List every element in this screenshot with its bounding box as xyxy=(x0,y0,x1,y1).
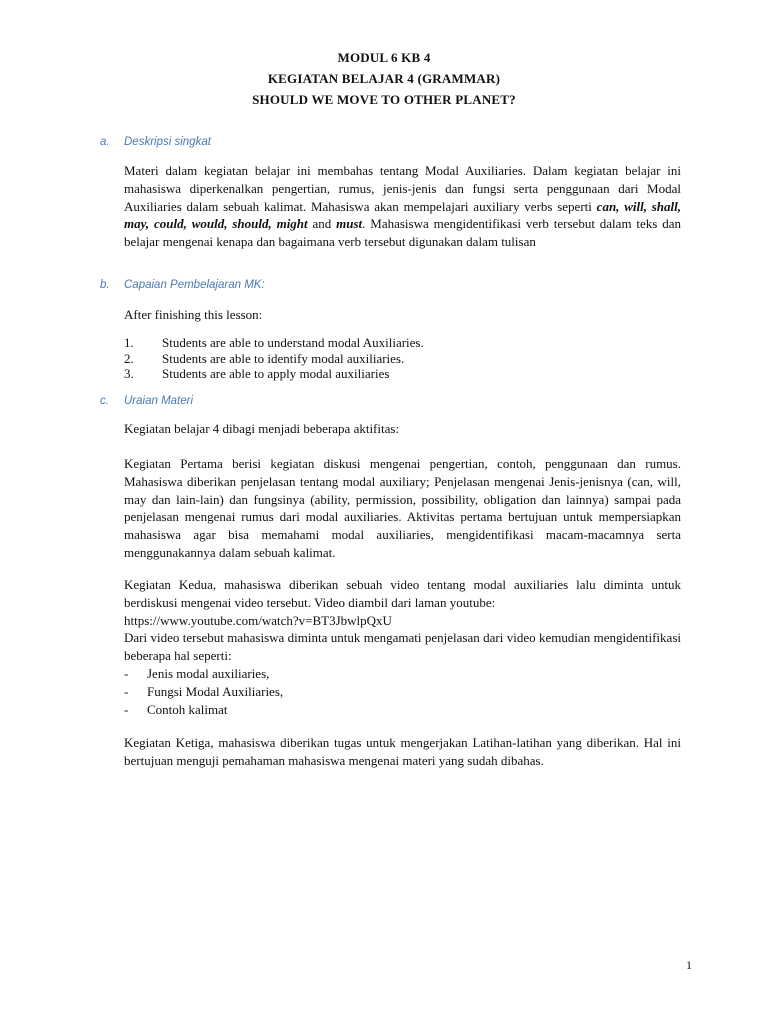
topic-title: SHOULD WE MOVE TO OTHER PLANET? xyxy=(252,92,516,107)
section-a-letter: a. xyxy=(100,136,110,148)
activity-two-followup: Dari video tersebut mahasiswa diminta untuk mengamati penjelasan dari video kemudian mengidentifikasi beberapa hal seperti: xyxy=(124,630,681,664)
list-item xyxy=(124,701,681,719)
section-a-paragraph xyxy=(124,162,681,251)
list-number: 1. xyxy=(124,335,134,350)
section-b-letter: b. xyxy=(100,279,110,291)
section-a-heading xyxy=(100,136,211,148)
activity-one-paragraph: Kegiatan Pertama berisi kegiatan diskusi mengenai pengertian, contoh, penggunaan dan rumus. Mahasiswa diberikan penjelasan tentang modal auxiliary; Penjelasan mengenai Jenis-jenisnya (can, will, may dan lain-lain) dan fungsinya (ability, permission, possibility, obligation dan lainnya) sampai pada penjelasan mengenai rumus dari modal auxiliaries. Aktivitas pertama bertujuan untuk mempersiapkan mahasiswa agar bisa memahami modal auxiliaries, mengidentifikasi macam-macamnya serta menggunakannya dalam sebuah kalimat. xyxy=(124,456,681,560)
list-text: Contoh kalimat xyxy=(147,701,228,717)
list-text: Students are able to identify modal auxiliaries. xyxy=(162,350,405,366)
section-c-letter: c. xyxy=(100,395,109,407)
section-c-title: Uraian Materi xyxy=(124,395,194,407)
list-number: 3. xyxy=(124,366,134,381)
document-title-block xyxy=(0,47,768,110)
list-item xyxy=(124,351,681,367)
section-b-title: Capaian Pembelajaran MK: xyxy=(124,279,265,291)
and-word: and xyxy=(307,216,337,232)
activity-two-block xyxy=(124,576,681,718)
modal-verbs-list: can, will, shall, may, could, would, should, might xyxy=(124,198,681,232)
activity-two-paragraph: Kegiatan Kedua, mahasiswa diberikan sebuah video tentang modal auxiliaries lalu diminta untuk berdiskusi mengenai video tersebut. Video diambil dari laman youtube: xyxy=(124,577,681,610)
section-c-intro: Kegiatan belajar 4 dibagi menjadi beberapa aktifitas: xyxy=(124,421,400,436)
list-text: Students are able to apply modal auxiliaries xyxy=(162,366,390,381)
section-a-title: Deskripsi singkat xyxy=(124,136,211,148)
list-number: 2. xyxy=(124,350,134,366)
list-item xyxy=(124,366,681,382)
page-number: 1 xyxy=(686,958,692,972)
list-text: Fungsi Modal Auxiliaries, xyxy=(147,683,284,699)
list-text: Jenis modal auxiliaries, xyxy=(147,665,270,681)
youtube-link[interactable]: https://www.youtube.com/watch?v=BT3JbwlpQxU xyxy=(124,612,392,628)
dash-bullet: - xyxy=(124,665,129,681)
objectives-list xyxy=(124,335,681,382)
section-c-heading xyxy=(100,395,193,407)
list-item xyxy=(124,665,681,683)
module-title: MODUL 6 KB 4 xyxy=(337,50,431,65)
list-text: Students are able to understand modal Auxiliaries. xyxy=(162,335,424,350)
list-item xyxy=(124,683,681,701)
dash-bullet: - xyxy=(124,683,129,699)
modal-must: must xyxy=(336,216,363,232)
section-a-text-before: Materi dalam kegiatan belajar ini membahas tentang Modal Auxiliaries. Dalam kegiatan belajar ini mahasiswa diperkenalkan pengertian, rumus, jenis-jenis dan fungsi serta penggunaan dari Modal Auxiliaries dalam sebuah kalimat. Mahasiswa akan mempelajari auxiliary verbs seperti xyxy=(124,163,681,214)
identify-list xyxy=(124,665,681,718)
activity-title: KEGIATAN BELAJAR 4 (GRAMMAR) xyxy=(267,71,501,86)
dash-bullet: - xyxy=(124,701,129,717)
section-b-intro: After finishing this lesson: xyxy=(124,307,263,322)
section-b-heading xyxy=(100,279,265,291)
section-a-text-after: . Mahasiswa mengidentifikasi verb tersebut dalam teks dan belajar mengenai kenapa dan bagaimana verb tersebut digunakan dalam tulisan xyxy=(124,216,681,250)
list-item xyxy=(124,335,681,351)
activity-three-paragraph: Kegiatan Ketiga, mahasiswa diberikan tugas untuk mengerjakan Latihan-latihan yang diberikan. Hal ini bertujuan menguji pemahaman mahasiswa mengenai materi yang sudah dibahas. xyxy=(124,735,681,768)
